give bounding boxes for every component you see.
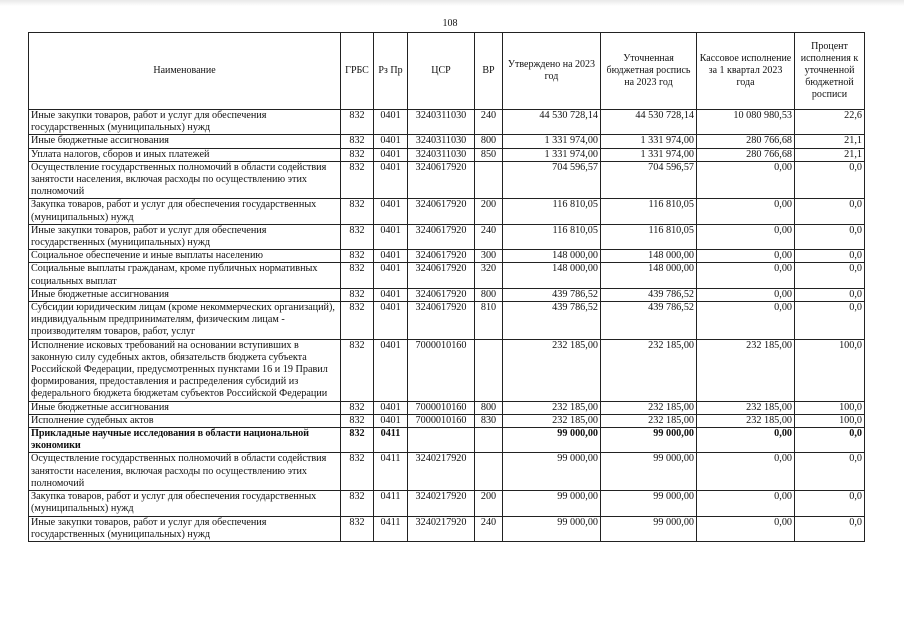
cell-approved: 99 000,00 bbox=[503, 516, 601, 541]
cell-rzpr: 0401 bbox=[374, 263, 408, 288]
cell-csr: 3240217920 bbox=[408, 491, 475, 516]
cell-rzpr: 0401 bbox=[374, 148, 408, 161]
cell-rzpr: 0401 bbox=[374, 414, 408, 427]
cell-csr: 3240617920 bbox=[408, 263, 475, 288]
table-row bbox=[29, 414, 865, 427]
cell-refined: 439 786,52 bbox=[601, 302, 697, 340]
cell-cash: 0,00 bbox=[697, 288, 795, 301]
cell-refined: 232 185,00 bbox=[601, 339, 697, 401]
cell-csr: 3240217920 bbox=[408, 453, 475, 491]
cell-percent: 0,0 bbox=[795, 302, 865, 340]
cell-cash: 0,00 bbox=[697, 199, 795, 224]
cell-cash: 0,00 bbox=[697, 302, 795, 340]
cell-name: Осуществление государственных полномочий в области содействия занятости населения, включая расходы по осуществлению этих полномочий bbox=[29, 453, 341, 491]
cell-refined: 99 000,00 bbox=[601, 453, 697, 491]
cell-percent: 0,0 bbox=[795, 491, 865, 516]
cell-rzpr: 0401 bbox=[374, 339, 408, 401]
budget-table bbox=[28, 32, 865, 542]
col-header-vr: ВР bbox=[475, 33, 503, 110]
cell-vr: 830 bbox=[475, 414, 503, 427]
cell-approved: 1 331 974,00 bbox=[503, 148, 601, 161]
col-header-percent: Процент исполнения к уточненной бюджетной росписи bbox=[795, 33, 865, 110]
cell-grbs: 832 bbox=[341, 288, 374, 301]
cell-vr: 850 bbox=[475, 148, 503, 161]
cell-cash: 0,00 bbox=[697, 428, 795, 453]
cell-grbs: 832 bbox=[341, 161, 374, 199]
cell-cash: 232 185,00 bbox=[697, 401, 795, 414]
cell-approved: 116 810,05 bbox=[503, 224, 601, 249]
cell-refined: 99 000,00 bbox=[601, 516, 697, 541]
table-row bbox=[29, 339, 865, 401]
cell-csr: 7000010160 bbox=[408, 401, 475, 414]
cell-approved: 704 596,57 bbox=[503, 161, 601, 199]
cell-csr: 3240311030 bbox=[408, 110, 475, 135]
cell-grbs: 832 bbox=[341, 110, 374, 135]
table-row bbox=[29, 516, 865, 541]
cell-refined: 232 185,00 bbox=[601, 414, 697, 427]
cell-percent: 0,0 bbox=[795, 263, 865, 288]
cell-approved: 148 000,00 bbox=[503, 250, 601, 263]
cell-rzpr: 0401 bbox=[374, 161, 408, 199]
cell-approved: 1 331 974,00 bbox=[503, 135, 601, 148]
cell-approved: 99 000,00 bbox=[503, 428, 601, 453]
cell-percent: 22,6 bbox=[795, 110, 865, 135]
cell-rzpr: 0401 bbox=[374, 288, 408, 301]
col-header-name: Наименование bbox=[29, 33, 341, 110]
table-row bbox=[29, 491, 865, 516]
cell-percent: 0,0 bbox=[795, 288, 865, 301]
cell-name: Субсидии юридическим лицам (кроме некоммерческих организаций), индивидуальным предпринимателям, физическим лицам - производителям товаров, работ, услуг bbox=[29, 302, 341, 340]
cell-csr bbox=[408, 428, 475, 453]
cell-percent: 0,0 bbox=[795, 224, 865, 249]
cell-approved: 439 786,52 bbox=[503, 288, 601, 301]
cell-vr bbox=[475, 428, 503, 453]
table-row bbox=[29, 250, 865, 263]
cell-csr: 3240617920 bbox=[408, 224, 475, 249]
page-number: 108 bbox=[442, 18, 458, 29]
col-header-approved: Утверждено на 2023 год bbox=[503, 33, 601, 110]
cell-rzpr: 0401 bbox=[374, 110, 408, 135]
cell-percent: 21,1 bbox=[795, 135, 865, 148]
cell-percent: 0,0 bbox=[795, 161, 865, 199]
cell-vr: 320 bbox=[475, 263, 503, 288]
cell-grbs: 832 bbox=[341, 339, 374, 401]
table-row bbox=[29, 199, 865, 224]
cell-vr bbox=[475, 161, 503, 199]
cell-cash: 0,00 bbox=[697, 250, 795, 263]
cell-name: Иные закупки товаров, работ и услуг для обеспечения государственных (муниципальных) нужд bbox=[29, 224, 341, 249]
table-row bbox=[29, 135, 865, 148]
cell-vr: 240 bbox=[475, 110, 503, 135]
cell-rzpr: 0401 bbox=[374, 199, 408, 224]
cell-refined: 148 000,00 bbox=[601, 250, 697, 263]
cell-refined: 116 810,05 bbox=[601, 199, 697, 224]
table-body bbox=[29, 110, 865, 542]
cell-name: Иные закупки товаров, работ и услуг для обеспечения государственных (муниципальных) нужд bbox=[29, 516, 341, 541]
cell-rzpr: 0401 bbox=[374, 302, 408, 340]
cell-refined: 148 000,00 bbox=[601, 263, 697, 288]
cell-grbs: 832 bbox=[341, 414, 374, 427]
cell-refined: 439 786,52 bbox=[601, 288, 697, 301]
col-header-grbs: ГРБС bbox=[341, 33, 374, 110]
scan-edge bbox=[0, 0, 904, 6]
cell-grbs: 832 bbox=[341, 263, 374, 288]
cell-name: Закупка товаров, работ и услуг для обеспечения государственных (муниципальных) нужд bbox=[29, 491, 341, 516]
cell-rzpr: 0411 bbox=[374, 491, 408, 516]
cell-grbs: 832 bbox=[341, 135, 374, 148]
cell-refined: 1 331 974,00 bbox=[601, 135, 697, 148]
cell-cash: 232 185,00 bbox=[697, 414, 795, 427]
cell-name: Исполнение исковых требований на основании вступивших в законную силу судебных актов, обязательств бюджета субъекта Российской Федерации, предусмотренных пунктами 16 и 19 Правил формирования, предоставления и распределения субсидий из федерального бюджета бюджетам субъектов Российской Федерации bbox=[29, 339, 341, 401]
cell-percent: 0,0 bbox=[795, 516, 865, 541]
cell-percent: 0,0 bbox=[795, 453, 865, 491]
cell-name: Иные бюджетные ассигнования bbox=[29, 401, 341, 414]
cell-grbs: 832 bbox=[341, 428, 374, 453]
cell-percent: 21,1 bbox=[795, 148, 865, 161]
cell-approved: 44 530 728,14 bbox=[503, 110, 601, 135]
cell-cash: 0,00 bbox=[697, 263, 795, 288]
cell-rzpr: 0411 bbox=[374, 516, 408, 541]
cell-name: Исполнение судебных актов bbox=[29, 414, 341, 427]
cell-grbs: 832 bbox=[341, 401, 374, 414]
cell-vr: 800 bbox=[475, 288, 503, 301]
cell-cash: 0,00 bbox=[697, 516, 795, 541]
header-row bbox=[29, 33, 865, 110]
cell-cash: 0,00 bbox=[697, 491, 795, 516]
table-row bbox=[29, 263, 865, 288]
table-row bbox=[29, 428, 865, 453]
cell-cash: 0,00 bbox=[697, 161, 795, 199]
cell-approved: 232 185,00 bbox=[503, 401, 601, 414]
cell-csr: 3240311030 bbox=[408, 148, 475, 161]
cell-grbs: 832 bbox=[341, 199, 374, 224]
table-row bbox=[29, 110, 865, 135]
cell-vr: 240 bbox=[475, 516, 503, 541]
cell-cash: 10 080 980,53 bbox=[697, 110, 795, 135]
cell-name: Прикладные научные исследования в области национальной экономики bbox=[29, 428, 341, 453]
cell-percent: 100,0 bbox=[795, 414, 865, 427]
cell-refined: 116 810,05 bbox=[601, 224, 697, 249]
col-header-csr: ЦСР bbox=[408, 33, 475, 110]
table-row bbox=[29, 401, 865, 414]
cell-name: Иные бюджетные ассигнования bbox=[29, 135, 341, 148]
cell-name: Иные закупки товаров, работ и услуг для обеспечения государственных (муниципальных) нужд bbox=[29, 110, 341, 135]
cell-grbs: 832 bbox=[341, 224, 374, 249]
cell-grbs: 832 bbox=[341, 302, 374, 340]
cell-percent: 100,0 bbox=[795, 401, 865, 414]
cell-rzpr: 0411 bbox=[374, 428, 408, 453]
table-row bbox=[29, 453, 865, 491]
cell-name: Социальные выплаты гражданам, кроме публичных нормативных социальных выплат bbox=[29, 263, 341, 288]
cell-rzpr: 0401 bbox=[374, 250, 408, 263]
cell-name: Осуществление государственных полномочий в области содействия занятости населения, включая расходы по осуществлению этих полномочий bbox=[29, 161, 341, 199]
cell-approved: 232 185,00 bbox=[503, 414, 601, 427]
cell-percent: 0,0 bbox=[795, 428, 865, 453]
cell-vr: 240 bbox=[475, 224, 503, 249]
cell-approved: 116 810,05 bbox=[503, 199, 601, 224]
cell-vr bbox=[475, 453, 503, 491]
cell-refined: 1 331 974,00 bbox=[601, 148, 697, 161]
table-row bbox=[29, 224, 865, 249]
cell-name: Уплата налогов, сборов и иных платежей bbox=[29, 148, 341, 161]
cell-grbs: 832 bbox=[341, 250, 374, 263]
cell-vr bbox=[475, 339, 503, 401]
table-row bbox=[29, 161, 865, 199]
cell-grbs: 832 bbox=[341, 148, 374, 161]
cell-rzpr: 0401 bbox=[374, 401, 408, 414]
cell-rzpr: 0401 bbox=[374, 135, 408, 148]
cell-name: Закупка товаров, работ и услуг для обеспечения государственных (муниципальных) нужд bbox=[29, 199, 341, 224]
cell-csr: 3240617920 bbox=[408, 199, 475, 224]
cell-rzpr: 0411 bbox=[374, 453, 408, 491]
cell-grbs: 832 bbox=[341, 491, 374, 516]
cell-refined: 99 000,00 bbox=[601, 428, 697, 453]
table-row bbox=[29, 288, 865, 301]
cell-approved: 99 000,00 bbox=[503, 453, 601, 491]
cell-vr: 800 bbox=[475, 401, 503, 414]
cell-approved: 232 185,00 bbox=[503, 339, 601, 401]
cell-cash: 280 766,68 bbox=[697, 148, 795, 161]
cell-vr: 300 bbox=[475, 250, 503, 263]
cell-csr: 7000010160 bbox=[408, 414, 475, 427]
cell-percent: 0,0 bbox=[795, 250, 865, 263]
cell-csr: 3240617920 bbox=[408, 161, 475, 199]
cell-cash: 280 766,68 bbox=[697, 135, 795, 148]
table-row bbox=[29, 302, 865, 340]
cell-refined: 704 596,57 bbox=[601, 161, 697, 199]
cell-vr: 800 bbox=[475, 135, 503, 148]
cell-name: Иные бюджетные ассигнования bbox=[29, 288, 341, 301]
cell-vr: 200 bbox=[475, 491, 503, 516]
cell-approved: 148 000,00 bbox=[503, 263, 601, 288]
cell-percent: 0,0 bbox=[795, 199, 865, 224]
cell-approved: 439 786,52 bbox=[503, 302, 601, 340]
col-header-cash: Кассовое исполнение за 1 квартал 2023 года bbox=[697, 33, 795, 110]
cell-csr: 3240617920 bbox=[408, 302, 475, 340]
cell-vr: 200 bbox=[475, 199, 503, 224]
cell-csr: 7000010160 bbox=[408, 339, 475, 401]
cell-grbs: 832 bbox=[341, 453, 374, 491]
cell-grbs: 832 bbox=[341, 516, 374, 541]
cell-refined: 44 530 728,14 bbox=[601, 110, 697, 135]
cell-csr: 3240617920 bbox=[408, 250, 475, 263]
cell-refined: 232 185,00 bbox=[601, 401, 697, 414]
cell-vr: 810 bbox=[475, 302, 503, 340]
cell-refined: 99 000,00 bbox=[601, 491, 697, 516]
cell-approved: 99 000,00 bbox=[503, 491, 601, 516]
cell-cash: 0,00 bbox=[697, 453, 795, 491]
cell-csr: 3240217920 bbox=[408, 516, 475, 541]
cell-percent: 100,0 bbox=[795, 339, 865, 401]
cell-csr: 3240311030 bbox=[408, 135, 475, 148]
cell-csr: 3240617920 bbox=[408, 288, 475, 301]
cell-cash: 0,00 bbox=[697, 224, 795, 249]
col-header-rzpr: Рз Пр bbox=[374, 33, 408, 110]
cell-cash: 232 185,00 bbox=[697, 339, 795, 401]
col-header-refined: Уточненная бюджетная роспись на 2023 год bbox=[601, 33, 697, 110]
table-row bbox=[29, 148, 865, 161]
cell-rzpr: 0401 bbox=[374, 224, 408, 249]
cell-name: Социальное обеспечение и иные выплаты населению bbox=[29, 250, 341, 263]
